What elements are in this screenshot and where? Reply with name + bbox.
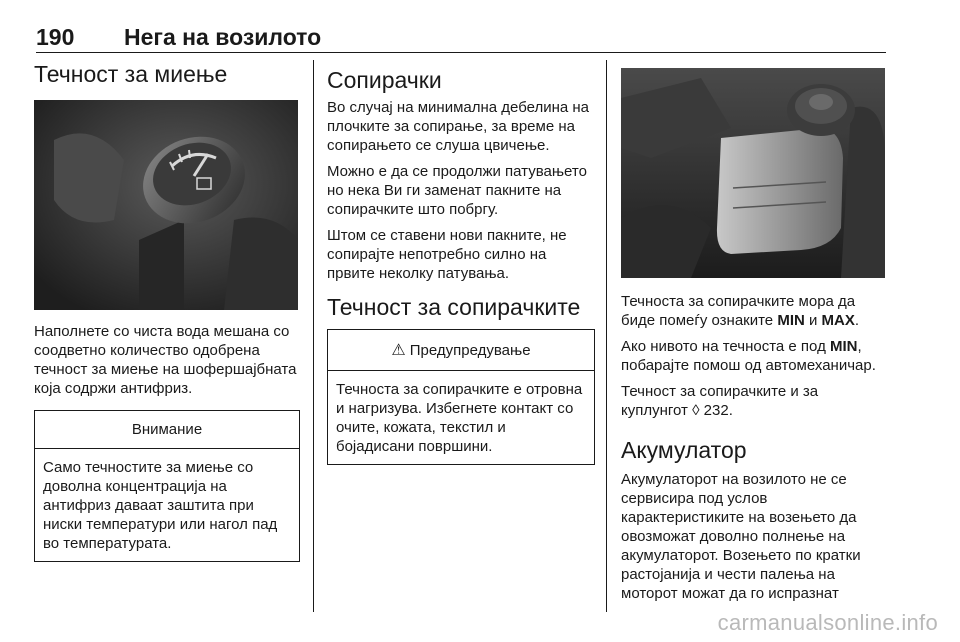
- notice-title: Внимание: [35, 411, 299, 449]
- column-divider-1: [313, 60, 314, 612]
- brake-fluid-reservoir-photo: [621, 68, 885, 278]
- notice-box: [34, 410, 300, 562]
- section-title-brakes: Сопирачки: [327, 67, 442, 93]
- warning-triangle-icon: ⚠: [391, 342, 406, 359]
- brakes-paragraph-1: Во случај на минимална дебелина на плочките за сопирање, за време на сопирањето се слуша цвичење.: [327, 99, 590, 154]
- column-divider-2: [606, 60, 607, 612]
- wiper-fluid-cap-illustration: [34, 100, 298, 310]
- clutch-fluid-paragraph: [621, 382, 887, 420]
- max-mark: MAX: [821, 312, 855, 329]
- brake-fluid-below-min-paragraph: [621, 337, 887, 375]
- watermark: carmanualsonline.info: [717, 610, 938, 635]
- column-washer-fluid: [34, 60, 300, 562]
- chapter-title: Нега на возилото: [124, 24, 322, 50]
- text-span: Течност за сопирачките и за куплунгот: [621, 383, 819, 419]
- warning-title: Предупредување: [409, 342, 531, 359]
- brakes-paragraph-2: Можно е да се продолжи патувањето но нека Ви ги заменат пакните на сопирачките што побргу.: [327, 163, 587, 218]
- section-title-battery: Акумулатор: [621, 437, 747, 463]
- page-reference-link[interactable]: 232.: [699, 402, 733, 419]
- text-span: .: [854, 312, 860, 329]
- warning-box: [327, 329, 595, 465]
- brakes-paragraph-3: Штом се ставени нови пакните, не сопирајте непотребно силно на првите неколку патувања.: [327, 227, 567, 282]
- page-header: [36, 18, 886, 53]
- warning-body: Течноста за сопирачките е отровна и нагризува. Избегнете контакт со очите, кожата, текстил и бојадисани површини.: [336, 381, 583, 455]
- page-reference-icon: ◊: [692, 402, 700, 419]
- min-mark: MIN: [777, 312, 805, 329]
- battery-paragraph: Акумулаторот на возилото не се сервисира под услов карактеристиките на возењето да овозможат доволно полнење на акумулаторот. Возењето по кратки растојанија и чести палења на моторот можат да го испразнат: [621, 471, 861, 602]
- column-brake-fluid-battery: [621, 60, 887, 610]
- washer-fluid-paragraph: Наполнете со чиста вода мешана со соодветно количество одобрена течност за миење на шофершајбната која содржи антифриз.: [34, 323, 297, 397]
- section-title-brake-fluid: Течност за сопирачките: [327, 294, 581, 320]
- notice-body: Само течностите за миење со доволна концентрација на антифриз даваат заштита при ниски температури или нагол пад во температурата.: [43, 459, 278, 552]
- min-mark-2: MIN: [830, 338, 858, 355]
- washer-fluid-cap-photo: [34, 100, 298, 310]
- text-span: и: [804, 312, 822, 329]
- section-title-washer-fluid: Течност за миење: [34, 61, 228, 87]
- text-span: Течноста за сопирачките мора да биде помеѓу ознаките: [621, 293, 856, 329]
- column-brakes: [327, 60, 595, 465]
- brake-fluid-reservoir-illustration: [621, 68, 885, 278]
- warning-header: [328, 330, 594, 371]
- text-span: , побарајте помош од автомеханичар.: [621, 338, 876, 374]
- text-span: Ако нивото на течноста е под: [621, 338, 830, 355]
- page-number: 190: [36, 24, 75, 50]
- brake-fluid-level-paragraph: [621, 292, 887, 330]
